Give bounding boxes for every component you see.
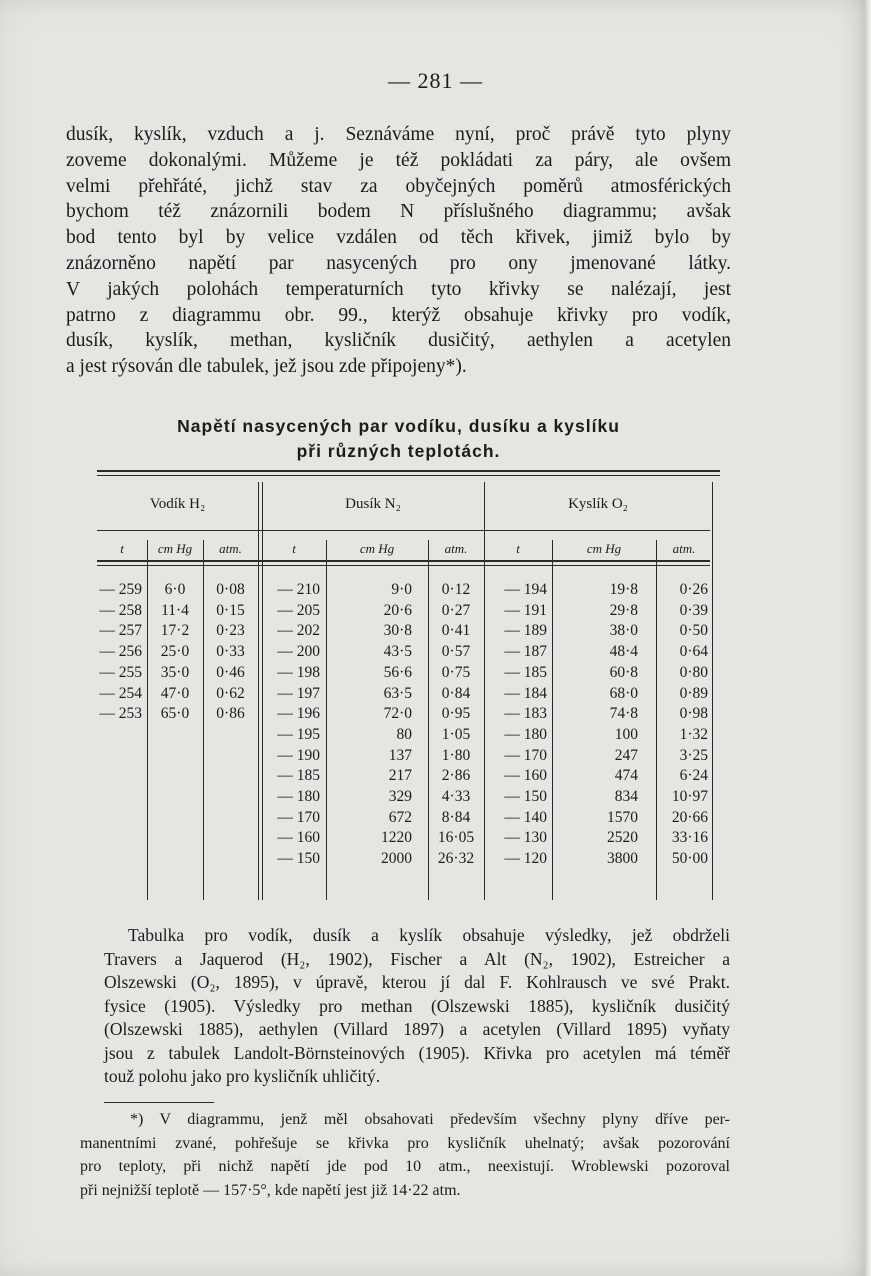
notes-line: fysice (1905). Výsledky pro methan (Olszewski 1885), kysličník dusičitý: [104, 995, 730, 1016]
table-cell: — 160: [277, 829, 320, 847]
page-number: — 281 —: [388, 68, 483, 93]
table-cell: 329: [388, 788, 412, 806]
subheader-atm: atm.: [219, 541, 242, 556]
table-title-line: Napětí nasycených par vodíku, dusíku a kyslíku: [177, 416, 620, 436]
subheader-atm: atm.: [672, 541, 696, 556]
table-cell: — 202: [277, 622, 320, 640]
table-cell: 80: [396, 725, 412, 743]
subheader-cmhg: cm Hg: [586, 541, 622, 556]
table-cell: — 187: [504, 643, 547, 661]
table-cell: 33·16: [671, 829, 708, 847]
table-cell: — 259: [99, 581, 142, 598]
table-cell: 0·89: [679, 684, 708, 702]
table-cell: — 180: [504, 725, 547, 743]
table-cell: — 120: [504, 850, 547, 868]
table-cell: — 170: [504, 746, 547, 764]
table-cell: — 257: [99, 622, 142, 640]
table-cell: 1·80: [441, 746, 471, 764]
table-cell: 20·6: [383, 601, 412, 619]
table-cell: 474: [614, 767, 638, 785]
column-kyslik-cmhg: [552, 580, 638, 870]
table-cell: 63·5: [383, 684, 412, 702]
table-cell: — 185: [277, 767, 320, 785]
body-line: V jakých polohách temperaturních tyto křivky se nalézají, jest: [66, 278, 731, 300]
table-cell: 9·0: [391, 581, 412, 598]
table-cell: 0·80: [679, 663, 708, 681]
subheader-cmhg: cm Hg: [157, 541, 193, 556]
table-cell: — 255: [99, 663, 142, 681]
column-vodik-t: [80, 580, 142, 725]
table-cell: 29·8: [609, 601, 638, 619]
table-cell: 0·23: [216, 622, 245, 640]
table-title-line: při různých teplotách.: [296, 441, 501, 461]
table-cell: 0·62: [216, 684, 245, 702]
table-cell: 38·0: [609, 622, 638, 640]
footnote-line: *) V diagrammu, jenž měl obsahovati především všechny plyny dříve per-: [130, 1111, 730, 1128]
table-cell: — 253: [99, 705, 142, 723]
notes-line: Olszewski (O₂, 1895), v úpravě, kterou jí dal F. Kohlrausch ve své Prakt.: [104, 972, 730, 992]
column-kyslik-atm: [656, 580, 708, 870]
table-cell: 0·86: [216, 705, 245, 723]
table-cell: 0·46: [216, 663, 245, 681]
table-cell: — 191: [504, 601, 547, 619]
table-cell: 0·98: [679, 705, 708, 723]
footnote-line: pro teploty, při nichž napětí jde pod 10 atm., neexistují. Wroblewski pozoroval: [80, 1158, 730, 1175]
body-line: znázorněno napětí par nasycených pro ony jmenované látky.: [66, 252, 731, 274]
table-cell: — 185: [504, 663, 547, 681]
table-cell: — 210: [277, 581, 320, 598]
table-cell: — 183: [504, 705, 547, 723]
table-cell: 0·57: [441, 643, 471, 661]
table-cell: 0·39: [679, 601, 708, 619]
table-cell: 0·08: [216, 581, 245, 598]
body-line: zoveme dokonalými. Můžeme je též pokládati za páry, ale ovšem: [66, 149, 731, 171]
table-cell: — 196: [277, 705, 320, 723]
table-cell: — 258: [99, 601, 142, 619]
table-cell: 25·0: [160, 643, 190, 661]
table-top-rule: [97, 475, 720, 476]
table-cell: — 205: [277, 601, 320, 619]
table-top-rule: [97, 470, 720, 472]
group-header-rule: [97, 530, 710, 531]
table-cell: — 184: [504, 684, 547, 702]
body-line: dusík, kyslík, methan, kysličník dusičitý, aethylen a acetylen: [66, 330, 731, 352]
column-separator: [712, 482, 713, 900]
table-cell: 100: [614, 725, 638, 743]
table-cell: 0·12: [441, 581, 471, 598]
subheader-rule: [97, 560, 710, 562]
table-cell: 10·97: [671, 788, 708, 806]
table-cell: 2000: [381, 850, 412, 868]
table-cell: 137: [388, 746, 412, 764]
footnote-line: při nejnižší teplotě — 157·5°, kde napětí jest již 14·22 atm.: [80, 1181, 461, 1199]
column-dusik-cmhg: [326, 580, 412, 870]
table-cell: — 130: [504, 829, 547, 847]
table-cell: 3800: [607, 850, 638, 868]
footnote-line: manentními zvané, pohřešuje se křivka pro kysličník uhelnatý; avšak pozorování: [80, 1134, 730, 1152]
body-paragraph: [66, 122, 731, 380]
table-cell: 672: [388, 808, 412, 826]
table-cell: 0·27: [441, 601, 471, 619]
table-cell: 0·15: [216, 601, 245, 619]
table-cell: 19·8: [609, 581, 638, 598]
table-cell: 1570: [607, 808, 638, 826]
column-separator: [258, 482, 259, 900]
column-vodik-cmhg: [147, 580, 203, 725]
table-cell: 1·05: [441, 725, 471, 743]
table-title: [66, 414, 731, 464]
table-cell: 3·25: [679, 746, 708, 764]
column-dusik-t: [262, 580, 320, 870]
table-cell: 72·0: [383, 705, 412, 723]
table-cell: 0·50: [679, 622, 708, 640]
table-cell: 48·4: [609, 643, 638, 661]
table-cell: 1220: [381, 829, 412, 847]
table-cell: 6·0: [164, 581, 186, 598]
table-cell: — 150: [504, 788, 547, 806]
table-cell: — 150: [277, 850, 320, 868]
table-cell: 0·26: [679, 581, 708, 598]
table-cell: — 160: [504, 767, 547, 785]
table-cell: 0·95: [441, 705, 471, 723]
subheader-t: t: [292, 541, 296, 556]
table-cell: 0·41: [441, 622, 471, 640]
table-cell: — 197: [277, 684, 320, 702]
footnote: [80, 1108, 730, 1202]
table-cell: 0·33: [216, 643, 245, 661]
group-header-dusik: Dusík N₂: [345, 496, 401, 512]
table-cell: 74·8: [609, 705, 638, 723]
table-cell: — 189: [504, 622, 547, 640]
body-line: velmi přehřáté, jichž stav za obyčejných poměrů atmosférických: [66, 175, 731, 197]
subheader-atm: atm.: [444, 541, 468, 556]
table-cell: 0·75: [441, 663, 471, 681]
notes-line: (Olszewski 1885), aethylen (Villard 1897) a acetylen (Villard 1895) vyňaty: [104, 1019, 730, 1039]
table-cell: 60·8: [609, 663, 638, 681]
table-cell: 11·4: [161, 601, 189, 619]
table-cell: 247: [614, 746, 638, 764]
table-cell: 834: [614, 788, 638, 806]
table-cell: 2520: [607, 829, 638, 847]
subheader-cmhg: cm Hg: [359, 541, 395, 556]
table-cell: 65·0: [160, 705, 190, 723]
body-line: bod tento byl by velice vzdálen od těch křivek, jimiž bylo by: [66, 227, 731, 249]
page-edge: [865, 0, 871, 1276]
table-cell: 47·0: [160, 684, 190, 702]
notes-line: touž polohu jako pro kysličník uhličitý.: [104, 1066, 381, 1086]
group-header-vodik: Vodík H₂: [149, 496, 206, 512]
table-cell: — 194: [504, 581, 547, 598]
table-cell: 4·33: [441, 788, 471, 806]
body-line: dusík, kyslík, vzduch a j. Seznáváme nyní, proč právě tyto plyny: [66, 124, 731, 145]
table-notes: [104, 924, 730, 1089]
table-cell: 16·05: [437, 829, 475, 847]
table-cell: — 140: [504, 808, 547, 826]
table-cell: 56·6: [383, 663, 412, 681]
table-cell: 17·2: [160, 622, 190, 640]
table-cell: — 256: [99, 643, 142, 661]
table-cell: — 180: [277, 788, 320, 806]
group-header-kyslik: Kyslík O₂: [568, 496, 628, 512]
table-cell: — 170: [277, 808, 320, 826]
column-vodik-atm: [203, 580, 258, 725]
table-cell: — 198: [277, 663, 320, 681]
column-dusik-atm: [428, 580, 484, 870]
table-cell: 50·00: [671, 850, 708, 868]
table-cell: — 195: [277, 725, 320, 743]
body-line: bychom též znázornili bodem N příslušného diagrammu; avšak: [66, 201, 731, 223]
notes-line: jsou z tabulek Landolt-Börnsteinových (1905). Křivka pro acetylen má téměř: [104, 1042, 730, 1063]
column-kyslik-t: [484, 580, 547, 870]
table-cell: 2·86: [441, 767, 471, 785]
footnote-rule: [104, 1102, 214, 1103]
notes-line: Tabulka pro vodík, dusík a kyslík obsahuje výsledky, jež obdrželi: [128, 925, 730, 945]
subheader-t: t: [120, 541, 124, 556]
table-cell: 1·32: [679, 725, 708, 743]
body-line: patrno z diagrammu obr. 99., kterýž obsahuje křivky pro vodík,: [66, 304, 731, 326]
table-cell: 217: [388, 767, 412, 785]
table-cell: — 254: [99, 684, 142, 702]
table-cell: 26·32: [437, 850, 475, 868]
table-cell: 8·84: [441, 808, 471, 826]
table-cell: — 190: [277, 746, 320, 764]
table-cell: 0·64: [679, 643, 708, 661]
notes-line: Travers a Jaquerod (H₂, 1902), Fischer a Alt (N₂, 1902), Estreicher a: [104, 948, 730, 969]
table-cell: 35·0: [160, 663, 190, 681]
subheader-rule: [97, 565, 710, 566]
table-cell: 43·5: [383, 643, 412, 661]
table-cell: 6·24: [679, 767, 708, 785]
subheader-t: t: [516, 541, 520, 556]
table-cell: 20·66: [671, 808, 708, 826]
body-line: a jest rýsován dle tabulek, jež jsou zde připojeny*).: [66, 356, 467, 378]
table-cell: 30·8: [383, 622, 412, 640]
table-cell: 0·84: [441, 684, 471, 702]
table-cell: 68·0: [609, 684, 638, 702]
table-cell: — 200: [277, 643, 320, 661]
